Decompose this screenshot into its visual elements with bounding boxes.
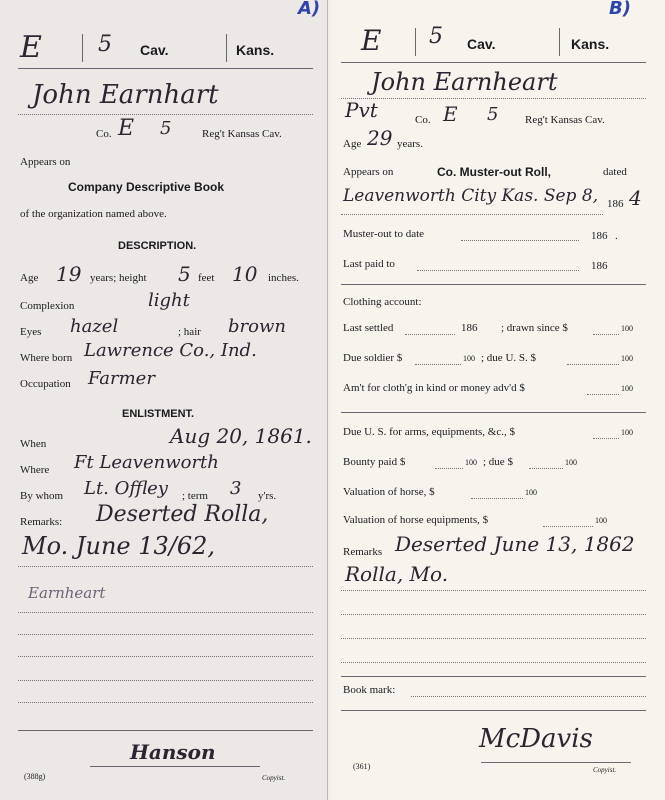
card-a-badge: A)	[298, 0, 321, 19]
card-a-where-label: Where	[20, 464, 50, 476]
card-a-form-no: (388g)	[24, 772, 46, 781]
card-b-co-label: Co.	[415, 114, 431, 126]
card-b-age-value: 29	[367, 126, 393, 150]
card-a-eyes-label: Eyes	[20, 326, 42, 338]
card-a-eyes-value: hazel	[70, 316, 119, 337]
card-b-due-soldier-label: Due soldier $	[343, 352, 403, 364]
card-b-horse-label: Valuation of horse, $	[343, 486, 435, 498]
card-b-soldier-name: John Earnheart	[371, 68, 558, 96]
card-b-place-date: Leavenworth City Kas. Sep 8,	[343, 186, 599, 206]
card-b-appears-on: Appears on	[343, 166, 394, 178]
card-b-due-us-label: ; due U. S. $	[481, 352, 536, 364]
card-a-co-label: Co.	[96, 128, 112, 140]
card-a-where-value: Ft Leavenworth	[74, 452, 219, 473]
card-a-feet: feet	[198, 272, 215, 284]
card-a-reg-value: 5	[160, 118, 172, 139]
card-b-remarks-line1: Deserted June 13, 1862	[395, 532, 635, 556]
card-b-due-cents: 100	[565, 458, 577, 467]
card-b-last-settled-label: Last settled	[343, 322, 394, 334]
card-a-when-value: Aug 20, 1861.	[170, 424, 312, 448]
card-a-remarks-line2: Mo. June 13/62,	[22, 532, 216, 560]
card-a-description-heading: DESCRIPTION.	[118, 240, 197, 252]
card-a-hair-value: brown	[228, 316, 286, 337]
card-b-header-divider-2	[559, 28, 560, 56]
card-a-complexion-label: Complexion	[20, 300, 75, 312]
card-b-drawn-since-label: ; drawn since $	[501, 322, 568, 334]
card-b-due-soldier-cents: 100	[463, 354, 475, 363]
card-b-last-paid-year: 186	[591, 260, 608, 272]
card-b-remarks-label: Remarks	[343, 546, 383, 558]
card-b-header-state: Kans.	[571, 36, 610, 52]
card-a-born-value: Lawrence Co., Ind.	[84, 340, 257, 361]
card-a-age-value: 19	[56, 262, 82, 286]
card-b-muster-out-period: .	[615, 230, 618, 242]
card-b-year-prefix: 186	[607, 198, 624, 210]
card-a-occupation-label: Occupation	[20, 378, 71, 390]
card-b-last-paid-label: Last paid to	[343, 258, 395, 270]
card-a	[0, 0, 328, 800]
card-b-due-arms-cents: 100	[621, 428, 633, 437]
card-b-form-no: (361)	[353, 762, 371, 771]
card-a-years-height: years; height	[90, 272, 147, 284]
card-b-age-label: Age	[343, 138, 362, 150]
card-a-height-feet: 5	[178, 262, 191, 286]
card-a-source: Company Descriptive Book	[68, 180, 225, 194]
card-a-remarks-line1: Deserted Rolla,	[96, 502, 269, 527]
card-a-bywhom-label: By whom	[20, 490, 64, 502]
card-a-soldier-name: John Earnhart	[32, 80, 219, 110]
card-b-copyist-signature: McDavis	[479, 724, 593, 754]
card-b-reg-value: 5	[487, 104, 499, 125]
card-a-header-regiment: 5	[98, 32, 112, 57]
card-a-term-value: 3	[230, 478, 242, 499]
card-b-bounty-label: Bounty paid $	[343, 456, 406, 468]
card-b-last-settled-year: 186	[461, 322, 478, 334]
card-a-copyist-signature: Hanson	[130, 740, 216, 764]
card-a-org-line: of the organization named above.	[20, 208, 167, 220]
card-a-header-company: E	[20, 30, 42, 65]
card-b-age-unit: years.	[397, 138, 423, 150]
card-a-remarks-label: Remarks:	[20, 516, 63, 528]
card-b-muster-out-label: Muster-out to date	[343, 228, 425, 240]
card-a-complexion-value: light	[148, 290, 190, 311]
card-b-copyist-label: Copyist.	[593, 766, 617, 774]
card-b-reg-label: Reg't Kansas Cav.	[525, 114, 605, 126]
card-b-clothing-label: Clothing account:	[343, 296, 422, 308]
card-b-header-regiment: 5	[429, 24, 443, 49]
card-b-header-company: E	[361, 24, 382, 57]
card-a-header-state: Kans.	[236, 42, 275, 58]
card-b-year-suffix: 4	[629, 186, 642, 210]
card-b-due-label: ; due $	[483, 456, 513, 468]
card-a-when-label: When	[20, 438, 47, 450]
card-b-source: Co. Muster-out Roll,	[437, 165, 551, 179]
card-a-appears-on: Appears on	[20, 156, 71, 168]
card-b-header-cav: Cav.	[467, 36, 496, 52]
card-a-header-divider-2	[226, 34, 227, 62]
card-a-enlistment-heading: ENLISTMENT.	[122, 408, 195, 420]
card-a-term-label: ; term	[182, 490, 208, 502]
card-b-horse-equip-label: Valuation of horse equipments, $	[343, 514, 489, 526]
card-b-horse-equip-cents: 100	[595, 516, 607, 525]
card-b-horse-cents: 100	[525, 488, 537, 497]
card-b-amt-cloth-cents: 100	[621, 384, 633, 393]
card-b-due-us-cents: 100	[621, 354, 633, 363]
card-a-header-cav: Cav.	[140, 42, 169, 58]
card-b-co-value: E	[443, 102, 458, 126]
card-b-dated: dated	[603, 166, 627, 178]
card-b-drawn-since-cents: 100	[621, 324, 633, 333]
card-a-co-value: E	[118, 116, 135, 141]
card-b-header-divider	[415, 28, 416, 56]
card-b-remarks-line2: Rolla, Mo.	[345, 562, 449, 586]
card-a-bywhom-value: Lt. Offley	[84, 478, 168, 499]
card-a-hair-label: ; hair	[178, 326, 201, 338]
card-a-copyist-label: Copyist.	[262, 774, 286, 782]
card-a-header-divider	[82, 34, 83, 62]
card-b-due-arms-label: Due U. S. for arms, equipments, &c., $	[343, 426, 515, 438]
card-a-age-label: Age	[20, 272, 39, 284]
card-a-term-unit: y'rs.	[258, 490, 277, 502]
card-b-muster-out-year: 186	[591, 230, 608, 242]
card-b-rank: Pvt	[345, 98, 378, 122]
card-b-badge: B)	[609, 0, 631, 19]
card-a-reg-label: Reg't Kansas Cav.	[202, 128, 282, 140]
card-a-pencil-note: Earnheart	[28, 584, 106, 602]
card-a-born-label: Where born	[20, 352, 73, 364]
card-b-amt-cloth-label: Am't for cloth'g in kind or money adv'd $	[343, 382, 525, 394]
card-b-book-mark-label: Book mark:	[343, 684, 396, 696]
card-b	[331, 0, 665, 800]
card-a-occupation-value: Farmer	[88, 368, 155, 389]
card-a-height-inches: 10	[232, 262, 258, 286]
card-b-bounty-cents: 100	[465, 458, 477, 467]
card-a-inches: inches.	[268, 272, 299, 284]
